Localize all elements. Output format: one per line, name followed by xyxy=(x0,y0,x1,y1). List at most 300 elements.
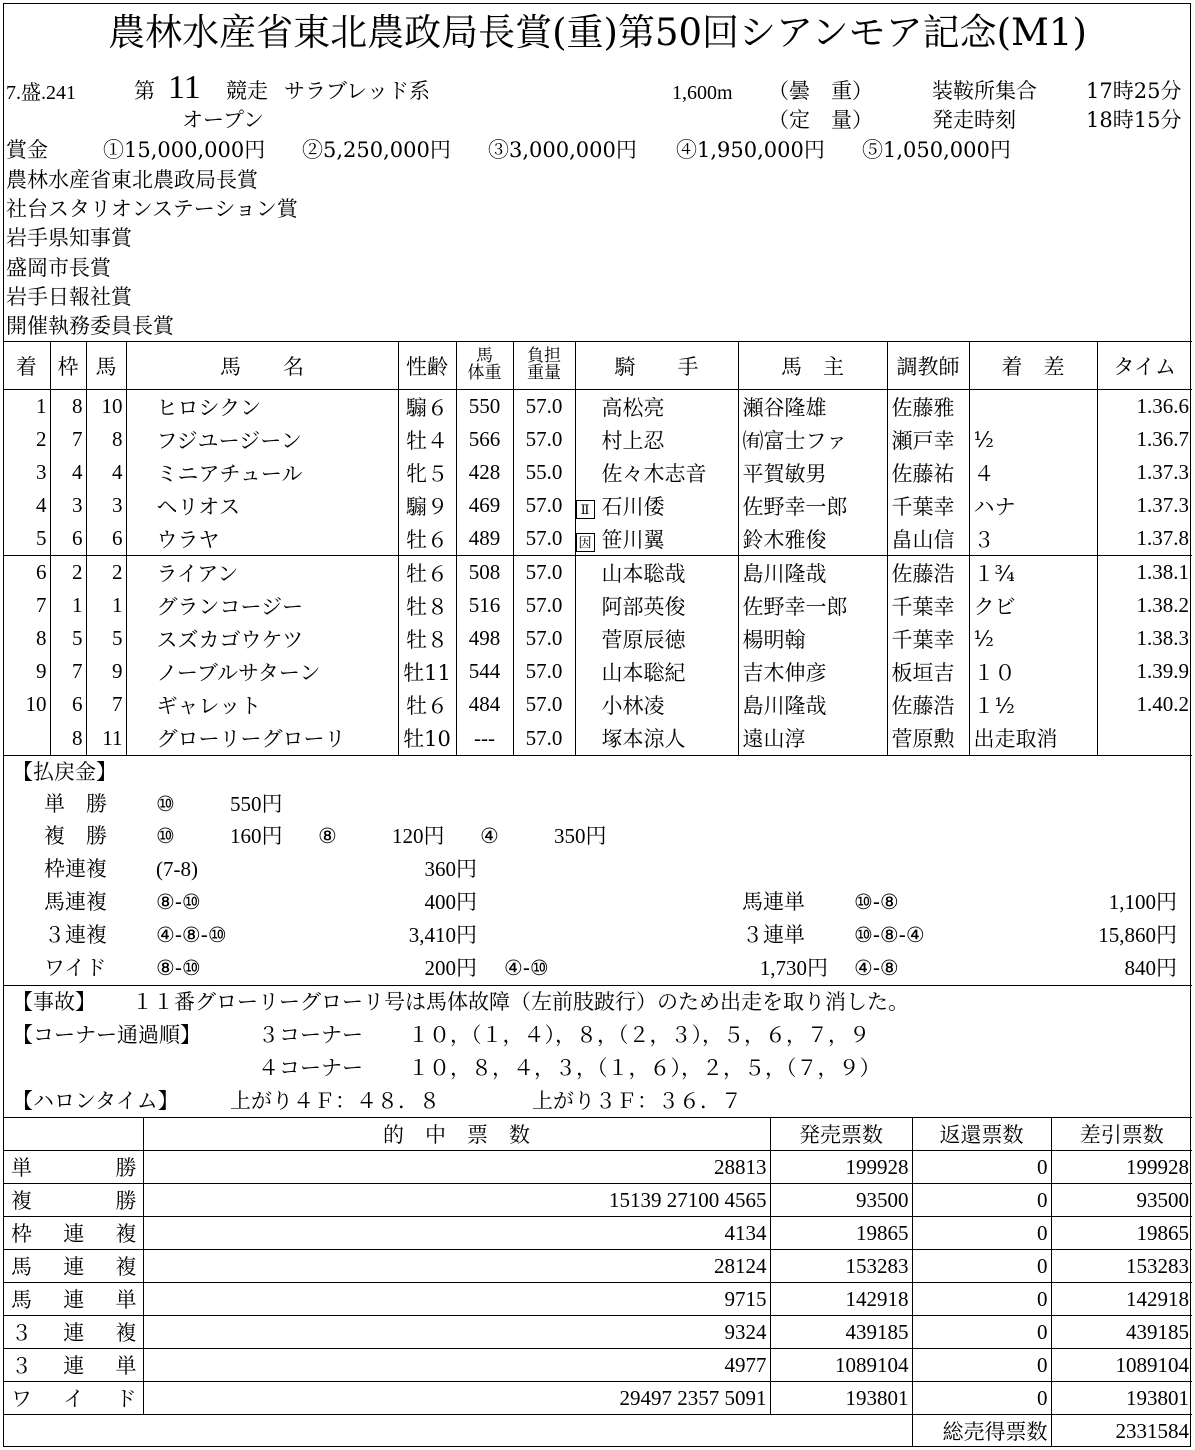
payout-place-amt-2: 120円 xyxy=(392,824,445,848)
jockey-name: 小林凌 xyxy=(601,693,665,718)
sex-age-cell: 牡11 xyxy=(398,655,456,688)
gather-time: 17時25分 xyxy=(1086,79,1182,103)
payout-trifecta-num: ⑩-⑧-④ xyxy=(854,923,925,947)
post-time: 18時15分 xyxy=(1086,108,1182,132)
vote-total-blank-2 xyxy=(143,1415,770,1448)
trainer-cell: 畠山信 xyxy=(887,522,969,556)
number-cell: 6 xyxy=(86,522,126,556)
race-title: 農林水産省東北農政局長賞(重)第50回シアンモア記念(M1) xyxy=(108,11,1087,54)
vote-hit-cell: 4134 xyxy=(143,1217,770,1250)
number-cell: 3 xyxy=(86,489,126,522)
table-row xyxy=(3,390,1192,424)
corner3-label: ３コーナー xyxy=(258,1023,363,1047)
prize-3: ③3,000,000円 xyxy=(488,138,637,162)
vote-sold-cell: 93500 xyxy=(770,1184,912,1217)
vote-sold-cell: 193801 xyxy=(770,1382,912,1415)
vote-type-label: 馬 連 単 xyxy=(11,1288,137,1312)
gate-cell: 2 xyxy=(50,556,86,590)
payout-place-amt-3: 350円 xyxy=(554,824,607,848)
results-table xyxy=(3,342,1192,756)
vote-type-cell xyxy=(3,1382,143,1415)
payout-exacta-amt: 1,100円 xyxy=(1108,890,1177,914)
table-row xyxy=(3,721,1192,756)
weather-going: （曇 重） xyxy=(768,79,873,103)
award-4: 盛岡市長賞 xyxy=(6,256,111,280)
owner-cell: 吉木伸彦 xyxy=(738,655,887,688)
race-class: オープン xyxy=(182,108,265,132)
trainer-cell: 佐藤祐 xyxy=(887,456,969,489)
award-1: 農林水産省東北農政局長賞 xyxy=(6,168,258,192)
vote-row xyxy=(3,1316,1192,1349)
jockey-apprentice-mark: Ⅱ xyxy=(576,500,595,519)
vote-hit-cell: 29497 2357 5091 xyxy=(143,1382,770,1415)
vote-hit-cell: 15139 27100 4565 xyxy=(143,1184,770,1217)
table-row xyxy=(3,489,1192,522)
prize-1: ①15,000,000円 xyxy=(103,138,266,162)
trainer-cell: 千葉幸 xyxy=(887,622,969,655)
number-cell: 9 xyxy=(86,655,126,688)
vote-refund-cell: 0 xyxy=(912,1316,1051,1349)
body-weight-cell: --- xyxy=(456,721,513,756)
sex-age-cell: 騸９ xyxy=(398,489,456,522)
vote-sold-cell: 19865 xyxy=(770,1217,912,1250)
burden-cell: 57.0 xyxy=(513,423,575,456)
award-2: 社台スタリオンステーション賞 xyxy=(6,197,298,221)
col-gate: 枠 xyxy=(50,342,86,390)
payout-wide-label: ワイド xyxy=(44,956,107,980)
body-weight-cell: 428 xyxy=(456,456,513,489)
burden-cell: 57.0 xyxy=(513,556,575,590)
vote-row xyxy=(3,1349,1192,1382)
trainer-cell: 板垣吉 xyxy=(887,655,969,688)
jockey-cell xyxy=(575,522,738,556)
payout-wide-num-3: ④-⑧ xyxy=(854,956,899,980)
body-weight-cell: 489 xyxy=(456,522,513,556)
place-cell: 7 xyxy=(36,593,47,617)
margin-cell: １０ xyxy=(969,655,1097,688)
vote-type-label: ３ 連 単 xyxy=(11,1354,137,1378)
owner-cell: 瀬谷隆雄 xyxy=(738,390,887,424)
body-weight-cell: 550 xyxy=(456,390,513,424)
margin-cell: １½ xyxy=(969,688,1097,721)
jockey-name: 菅原辰徳 xyxy=(601,627,686,652)
payout-wide-num-2: ④-⑩ xyxy=(504,956,549,980)
payout-win-amt: 550円 xyxy=(230,792,283,816)
margin-cell: ½ xyxy=(969,423,1097,456)
horse-name-cell: スズカゴウケツ xyxy=(126,622,398,655)
owner-cell: 佐野幸一郎 xyxy=(738,589,887,622)
horse-name-cell: フジユージーン xyxy=(126,423,398,456)
horse-name-cell: グローリーグローリ xyxy=(126,721,398,756)
jockey-cell xyxy=(575,655,738,688)
award-5: 岩手日報社賞 xyxy=(6,285,132,309)
owner-cell: 平賀敏男 xyxy=(738,456,887,489)
place-cell: 1 xyxy=(36,394,47,418)
payout-place-label: 複 勝 xyxy=(44,824,107,848)
vote-net-cell: 142918 xyxy=(1051,1283,1192,1316)
time-cell: 1.37.8 xyxy=(1097,522,1192,556)
vote-count-table xyxy=(3,1118,1192,1447)
sex-age-cell: 牡６ xyxy=(398,556,456,590)
col-jockey: 騎 手 xyxy=(575,342,738,390)
prize-label: 賞金 xyxy=(6,138,48,162)
payout-quinella-label: 馬連複 xyxy=(44,890,107,914)
vote-total-blank-1 xyxy=(3,1415,143,1448)
vote-type-label: 複 勝 xyxy=(11,1189,137,1213)
sex-age-cell: 牡６ xyxy=(398,522,456,556)
jockey-cell xyxy=(575,390,738,424)
vote-total-value: 2331584 xyxy=(1051,1415,1192,1448)
vote-hit-cell: 4977 xyxy=(143,1349,770,1382)
gate-cell: 6 xyxy=(50,688,86,721)
vote-col-hit: 的 中 票 数 xyxy=(143,1118,770,1151)
jockey-name: 笹川翼 xyxy=(601,527,665,552)
col-burden xyxy=(513,342,575,390)
sex-age-cell: 牡６ xyxy=(398,688,456,721)
body-weight-cell: 544 xyxy=(456,655,513,688)
margin-cell: ハナ xyxy=(969,489,1097,522)
table-row xyxy=(3,655,1192,688)
number-cell: 7 xyxy=(86,688,126,721)
gather-label: 装鞍所集合 xyxy=(932,79,1037,103)
jockey-cell xyxy=(575,589,738,622)
vote-col-sold: 発売票数 xyxy=(770,1118,912,1151)
horse-name-cell: ウラヤ xyxy=(126,522,398,556)
payout-wide-amt-3: 840円 xyxy=(1124,956,1177,980)
col-body-weight xyxy=(456,342,513,390)
breed-label: サラブレッド系 xyxy=(284,79,430,103)
payout-trifecta-label: ３連単 xyxy=(742,923,805,947)
payout-exacta-num: ⑩-⑧ xyxy=(854,890,899,914)
table-row xyxy=(3,688,1192,721)
vote-net-cell: 439185 xyxy=(1051,1316,1192,1349)
burden-cell: 57.0 xyxy=(513,721,575,756)
horse-name-cell: ノーブルサターン xyxy=(126,655,398,688)
place-cell xyxy=(3,721,50,756)
jockey-cell xyxy=(575,456,738,489)
margin-cell xyxy=(969,390,1097,424)
time-cell: 1.39.9 xyxy=(1097,655,1192,688)
gate-cell: 7 xyxy=(50,655,86,688)
vote-header-row xyxy=(3,1118,1192,1151)
race-number: 11 xyxy=(168,69,201,106)
table-row xyxy=(3,556,1192,590)
vote-hit-cell: 9324 xyxy=(143,1316,770,1349)
jockey-name: 阿部英俊 xyxy=(601,594,686,619)
gate-cell: 1 xyxy=(50,589,86,622)
table-row xyxy=(3,456,1192,489)
place-cell: 4 xyxy=(36,493,47,517)
vote-sold-cell: 439185 xyxy=(770,1316,912,1349)
number-cell: 4 xyxy=(86,456,126,489)
gate-cell: 5 xyxy=(50,622,86,655)
payout-quinella-amt: 400円 xyxy=(424,890,477,914)
body-weight-cell: 498 xyxy=(456,622,513,655)
horse-name-cell: ヘリオス xyxy=(126,489,398,522)
vote-net-cell: 93500 xyxy=(1051,1184,1192,1217)
owner-cell: 佐野幸一郎 xyxy=(738,489,887,522)
jockey-cell xyxy=(575,489,738,522)
burden-cell: 57.0 xyxy=(513,622,575,655)
vote-row xyxy=(3,1382,1192,1415)
gate-cell: 6 xyxy=(50,522,86,556)
vote-row xyxy=(3,1283,1192,1316)
payout-place-num-1: ⑩ xyxy=(156,824,175,848)
vote-net-cell: 153283 xyxy=(1051,1250,1192,1283)
payout-quinella-num: ⑧-⑩ xyxy=(156,890,201,914)
vote-type-cell xyxy=(3,1316,143,1349)
payout-bracket-num: (7-8) xyxy=(156,857,198,881)
jockey-name: 村上忍 xyxy=(601,428,665,453)
horse-name-cell: ライアン xyxy=(126,556,398,590)
body-weight-cell: 484 xyxy=(456,688,513,721)
jockey-cell xyxy=(575,556,738,590)
place-cell: 8 xyxy=(36,626,47,650)
col-owner: 馬 主 xyxy=(738,342,887,390)
vote-type-cell xyxy=(3,1217,143,1250)
vote-sold-cell: 199928 xyxy=(770,1151,912,1184)
owner-cell: 島川隆哉 xyxy=(738,688,887,721)
corner4-order: １０，８，４，３，（１，６），２，５，（７，９） xyxy=(408,1056,881,1080)
vote-row xyxy=(3,1217,1192,1250)
jockey-cell xyxy=(575,622,738,655)
owner-cell: 鈴木雅俊 xyxy=(738,522,887,556)
jockey-cell xyxy=(575,423,738,456)
time-cell: 1.38.3 xyxy=(1097,622,1192,655)
jockey-cell xyxy=(575,721,738,756)
body-weight-cell: 566 xyxy=(456,423,513,456)
jockey-name: 山本聡紀 xyxy=(601,660,686,685)
vote-type-label: ワ イ ド xyxy=(11,1387,137,1411)
number-cell: 11 xyxy=(86,721,126,756)
body-weight-cell: 508 xyxy=(456,556,513,590)
place-cell: 6 xyxy=(36,560,47,584)
award-6: 開催執務委員長賞 xyxy=(6,314,174,338)
payout-wide-num-1: ⑧-⑩ xyxy=(156,956,201,980)
corner4-label: ４コーナー xyxy=(258,1056,363,1080)
sex-age-cell: 牡４ xyxy=(398,423,456,456)
owner-cell: 遠山淳 xyxy=(738,721,887,756)
vote-refund-cell: 0 xyxy=(912,1283,1051,1316)
owner-cell: 楊明翰 xyxy=(738,622,887,655)
time-cell: 1.37.3 xyxy=(1097,456,1192,489)
number-cell: 1 xyxy=(86,589,126,622)
vote-refund-cell: 0 xyxy=(912,1184,1051,1217)
col-burden-top: 負担 xyxy=(527,346,561,366)
trainer-cell: 佐藤浩 xyxy=(887,688,969,721)
place-cell: 5 xyxy=(3,522,50,556)
accident-label: 【事故】 xyxy=(12,990,96,1014)
time-cell: 1.36.7 xyxy=(1097,423,1192,456)
vote-type-cell xyxy=(3,1184,143,1217)
col-sex-age: 性齢 xyxy=(398,342,456,390)
body-weight-cell: 469 xyxy=(456,489,513,522)
payout-win-num: ⑩ xyxy=(156,792,175,816)
burden-cell: 57.0 xyxy=(513,688,575,721)
distance: 1,600m xyxy=(672,82,733,104)
payout-exacta-label: 馬連単 xyxy=(742,890,805,914)
payout-wide-amt-2: 1,730円 xyxy=(759,956,828,980)
meeting-code: 7.盛.241 xyxy=(6,82,76,104)
payout-win-label: 単 勝 xyxy=(44,792,107,816)
accident-text: １１番グローリーグローリ号は馬体故障（左前肢跛行）のため出走を取り消した。 xyxy=(132,990,909,1014)
jockey-apprentice-mark: 因 xyxy=(576,533,595,552)
vote-col-net: 差引票数 xyxy=(1051,1118,1192,1151)
col-place: 着 xyxy=(3,342,50,390)
furlong-last-3f: 上がり３Ｆ：３６．７ xyxy=(532,1089,742,1113)
race-prefix: 第 xyxy=(134,79,155,103)
trainer-cell: 千葉幸 xyxy=(887,489,969,522)
race-suffix: 競走 xyxy=(226,79,268,103)
furlong-last-4f: 上がり４Ｆ：４８．８ xyxy=(230,1089,440,1113)
col-body-weight-top: 馬 xyxy=(476,346,493,366)
burden-cell: 57.0 xyxy=(513,489,575,522)
vote-sold-cell: 153283 xyxy=(770,1250,912,1283)
furlong-label: 【ハロンタイム】 xyxy=(12,1089,179,1113)
vote-col-refund: 返還票数 xyxy=(912,1118,1051,1151)
sex-age-cell: 牡８ xyxy=(398,589,456,622)
vote-type-label: 馬 連 複 xyxy=(11,1255,137,1279)
table-row xyxy=(3,522,1192,556)
horse-name-cell: ギャレット xyxy=(126,688,398,721)
sex-age-cell: 牡10 xyxy=(398,721,456,756)
col-horse-name: 馬 名 xyxy=(126,342,398,390)
payout-bracket-amt: 360円 xyxy=(424,857,477,881)
vote-total-blank-3 xyxy=(770,1415,912,1448)
vote-net-cell: 193801 xyxy=(1051,1382,1192,1415)
table-row xyxy=(3,423,1192,456)
owner-cell: 島川隆哉 xyxy=(738,556,887,590)
vote-refund-cell: 0 xyxy=(912,1151,1051,1184)
margin-cell: １¾ xyxy=(969,556,1097,590)
vote-sold-cell: 1089104 xyxy=(770,1349,912,1382)
jockey-name: 高松亮 xyxy=(601,395,665,420)
burden-cell: 55.0 xyxy=(513,456,575,489)
vote-row xyxy=(3,1250,1192,1283)
margin-cell: 出走取消 xyxy=(969,721,1097,756)
vote-refund-cell: 0 xyxy=(912,1349,1051,1382)
time-cell: 1.36.6 xyxy=(1097,390,1192,424)
vote-hit-cell: 28124 xyxy=(143,1250,770,1283)
place-cell: 3 xyxy=(36,460,47,484)
margin-cell: ½ xyxy=(969,622,1097,655)
vote-refund-cell: 0 xyxy=(912,1250,1051,1283)
time-cell: 1.38.1 xyxy=(1097,556,1192,590)
trainer-cell: 千葉幸 xyxy=(887,589,969,622)
vote-type-cell xyxy=(3,1349,143,1382)
jockey-name: 山本聡哉 xyxy=(601,561,686,586)
trainer-cell: 佐藤浩 xyxy=(887,556,969,590)
payout-trio-amt: 3,410円 xyxy=(408,923,477,947)
payout-bracket-label: 枠連複 xyxy=(44,857,107,881)
col-burden-bottom: 重量 xyxy=(527,363,561,383)
vote-total-row xyxy=(3,1415,1192,1448)
corner-label: 【コーナー通過順】 xyxy=(12,1023,201,1047)
vote-type-cell xyxy=(3,1151,143,1184)
gate-cell: 8 xyxy=(50,721,86,756)
prize-2: ②5,250,000円 xyxy=(302,138,451,162)
gate-cell: 8 xyxy=(50,390,86,424)
sex-age-cell: 牝５ xyxy=(398,456,456,489)
payout-trio-num: ④-⑧-⑩ xyxy=(156,923,227,947)
payout-heading: 【払戻金】 xyxy=(12,760,117,784)
vote-type-cell xyxy=(3,1283,143,1316)
payout-trio-label: ３連複 xyxy=(44,923,107,947)
award-3: 岩手県知事賞 xyxy=(6,226,132,250)
time-cell: 1.40.2 xyxy=(1097,688,1192,721)
jockey-name: 佐々木志音 xyxy=(601,461,707,486)
horse-name-cell: グランコージー xyxy=(126,589,398,622)
prize-5: ⑤1,050,000円 xyxy=(862,138,1011,162)
place-cell: 10 xyxy=(25,692,47,716)
number-cell: 2 xyxy=(86,556,126,590)
vote-net-cell: 1089104 xyxy=(1051,1349,1192,1382)
burden-cell: 57.0 xyxy=(513,655,575,688)
burden-cell: 57.0 xyxy=(513,589,575,622)
table-row xyxy=(3,622,1192,655)
jockey-cell xyxy=(575,688,738,721)
gate-cell: 3 xyxy=(50,489,86,522)
margin-cell: ４ xyxy=(969,456,1097,489)
vote-type-label: ３ 連 複 xyxy=(11,1321,137,1345)
time-cell: 1.37.3 xyxy=(1097,489,1192,522)
jockey-name: 石川倭 xyxy=(601,494,665,519)
owner-cell: ㈲富士ファ xyxy=(738,423,887,456)
trainer-cell: 佐藤雅 xyxy=(887,390,969,424)
post-label: 発走時刻 xyxy=(932,108,1016,132)
table-row xyxy=(3,589,1192,622)
vote-refund-cell: 0 xyxy=(912,1217,1051,1250)
time-cell: 1.38.2 xyxy=(1097,589,1192,622)
vote-type-cell xyxy=(3,1250,143,1283)
vote-header-blank xyxy=(3,1118,143,1151)
vote-row xyxy=(3,1151,1192,1184)
vote-row xyxy=(3,1184,1192,1217)
prize-4: ④1,950,000円 xyxy=(676,138,825,162)
col-time: タイム xyxy=(1097,342,1192,390)
trainer-cell: 菅原勲 xyxy=(887,721,969,756)
vote-hit-cell: 9715 xyxy=(143,1283,770,1316)
col-body-weight-bottom: 体重 xyxy=(467,363,502,383)
payout-place-num-2: ⑧ xyxy=(318,824,337,848)
vote-net-cell: 199928 xyxy=(1051,1151,1192,1184)
payout-place-amt-1: 160円 xyxy=(230,824,283,848)
gate-cell: 4 xyxy=(50,456,86,489)
burden-cell: 57.0 xyxy=(513,390,575,424)
payout-place-num-3: ④ xyxy=(480,824,499,848)
horse-name-cell: ミニアチュール xyxy=(126,456,398,489)
gate-cell: 7 xyxy=(50,423,86,456)
horse-name-cell: ヒロシクン xyxy=(126,390,398,424)
results-header-row xyxy=(3,342,1192,390)
margin-cell: クビ xyxy=(969,589,1097,622)
col-trainer: 調教師 xyxy=(887,342,969,390)
col-number: 馬 xyxy=(86,342,126,390)
payout-trifecta-amt: 15,860円 xyxy=(1098,923,1177,947)
vote-type-label: 単 勝 xyxy=(11,1156,137,1180)
burden-cell: 57.0 xyxy=(513,522,575,556)
body-weight-cell: 516 xyxy=(456,589,513,622)
vote-net-cell: 19865 xyxy=(1051,1217,1192,1250)
vote-refund-cell: 0 xyxy=(912,1382,1051,1415)
number-cell: 8 xyxy=(86,423,126,456)
number-cell: 5 xyxy=(86,622,126,655)
vote-sold-cell: 142918 xyxy=(770,1283,912,1316)
trainer-cell: 瀬戸幸 xyxy=(887,423,969,456)
place-cell: 9 xyxy=(36,659,47,683)
number-cell: 10 xyxy=(86,390,126,424)
sex-age-cell: 牡８ xyxy=(398,622,456,655)
